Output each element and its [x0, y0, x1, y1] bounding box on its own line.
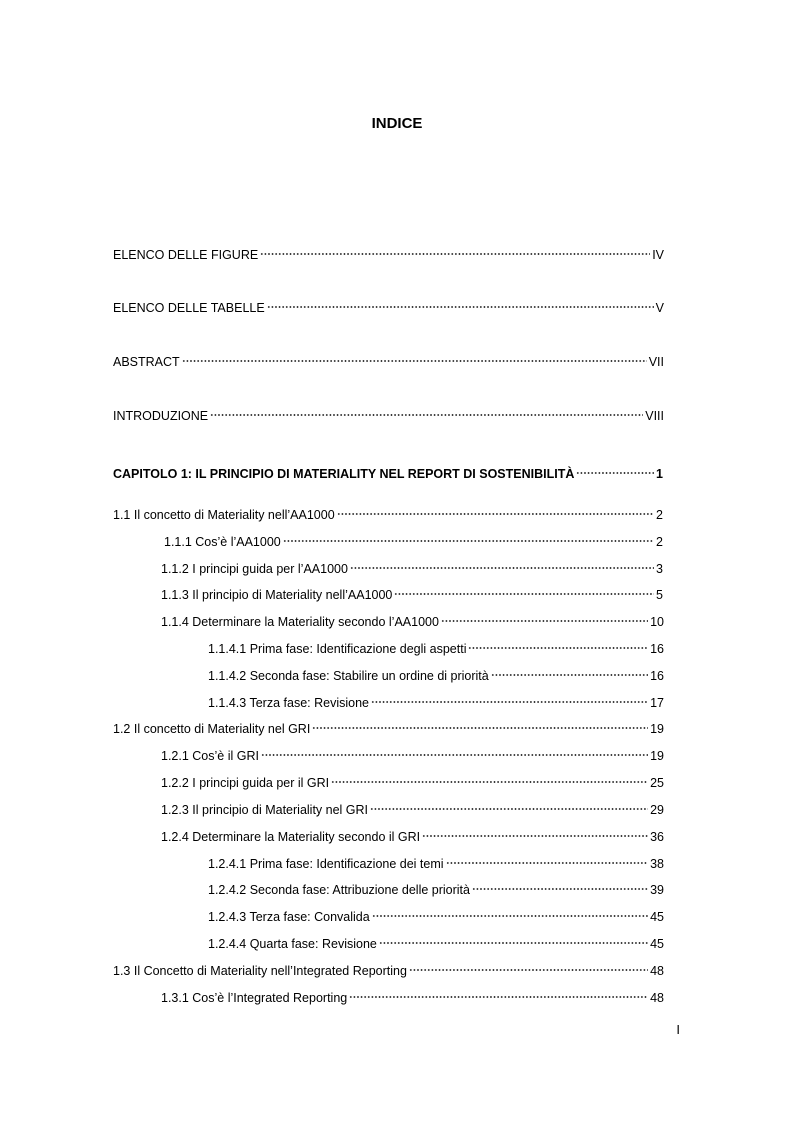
dot-leader — [409, 957, 648, 975]
toc-entry-label: 1.3.1 Cos’è l’Integrated Reporting — [161, 991, 348, 1005]
dot-leader — [261, 742, 648, 760]
toc-entry-label: 1.2.2 I principi guida per il GRI — [161, 776, 330, 790]
toc-entry-label: ELENCO DELLE FIGURE — [113, 248, 259, 262]
toc-entry-1-2-1[interactable] — [161, 742, 664, 763]
dot-leader — [210, 402, 643, 420]
toc-entry-page: VIII — [645, 409, 664, 423]
page-number: I — [676, 1022, 680, 1037]
toc-entry-page: 2 — [656, 535, 663, 549]
dot-leader — [371, 689, 648, 707]
toc-entry-label: 1.2.3 Il principio di Materiality nel GRI — [161, 803, 369, 817]
toc-entry-page: IV — [652, 248, 664, 262]
toc-entry-1-3-1[interactable] — [161, 984, 664, 1005]
toc-entry-1-1-4-2[interactable] — [208, 662, 664, 683]
toc-entry-figures[interactable] — [113, 241, 664, 262]
toc-entry-1-1[interactable] — [113, 501, 664, 522]
toc-entry-label: 1.3 Il Concetto di Materiality nell’Integrated Reporting — [113, 964, 407, 978]
toc-entry-page: 19 — [650, 749, 664, 763]
toc-entry-label: 1.2.4.1 Prima fase: Identificazione dei temi — [208, 857, 444, 871]
toc-entry-label: CAPITOLO 1: IL PRINCIPIO DI MATERIALITY NEL REPORT DI SOSTENIBILITÀ — [113, 467, 575, 481]
toc-entry-label: 1.2.4.2 Seconda fase: Attribuzione delle priorità — [208, 883, 470, 897]
toc-entry-chapter-1[interactable] — [113, 460, 664, 481]
dot-leader — [468, 635, 648, 653]
toc-entry-label: ELENCO DELLE TABELLE — [113, 301, 265, 315]
toc-entry-1-1-4-3[interactable] — [208, 689, 664, 710]
toc-entry-page: 45 — [650, 910, 664, 924]
dot-leader — [441, 608, 648, 626]
dot-leader — [422, 823, 648, 841]
dot-leader — [331, 769, 648, 787]
toc-entry-page: 29 — [650, 803, 664, 817]
toc-entry-introduction[interactable] — [113, 402, 664, 423]
toc-entry-page: VII — [648, 355, 664, 369]
toc-entry-1-2-2[interactable] — [161, 769, 664, 790]
toc-entry-page: 25 — [650, 776, 664, 790]
toc-entry-page: 5 — [656, 588, 663, 602]
dot-leader — [370, 796, 648, 814]
toc-entry-label: INTRODUZIONE — [113, 409, 209, 423]
toc-entry-label: 1.1.3 Il principio di Materiality nell’AA1000 — [161, 588, 393, 602]
toc-entry-label: 1.1.4 Determinare la Materiality secondo l’AA1000 — [161, 615, 439, 629]
toc-entry-label: 1.2 Il concetto di Materiality nel GRI — [113, 722, 311, 736]
toc-entry-page: 48 — [650, 991, 664, 1005]
toc-entry-label: 1.1.2 I principi guida per l’AA1000 — [161, 562, 348, 576]
dot-leader — [372, 903, 648, 921]
dot-leader — [472, 876, 648, 894]
toc-entry-1-2-3[interactable] — [161, 796, 664, 817]
dot-leader — [446, 850, 649, 868]
toc-entry-label: ABSTRACT — [113, 355, 180, 369]
toc-entry-page: 16 — [650, 642, 664, 656]
toc-entry-1-3[interactable] — [113, 957, 664, 978]
toc-entry-1-2-4-1[interactable] — [208, 850, 664, 871]
toc-entry-abstract[interactable] — [113, 348, 664, 369]
dot-leader — [283, 528, 654, 546]
dot-leader — [260, 241, 650, 259]
toc-entry-page: 17 — [650, 696, 664, 710]
dot-leader — [267, 294, 654, 312]
toc-entry-label: 1.1 Il concetto di Materiality nell’AA1000 — [113, 508, 335, 522]
toc-entry-1-2-4-4[interactable] — [208, 930, 664, 951]
toc-entry-1-2-4-2[interactable] — [208, 876, 664, 897]
dot-leader — [491, 662, 648, 680]
toc-entry-page: 19 — [650, 722, 664, 736]
toc-entry-page: 48 — [650, 964, 664, 978]
dot-leader — [337, 501, 654, 519]
toc-entry-page: 38 — [650, 857, 664, 871]
toc-entry-label: 1.1.4.1 Prima fase: Identificazione degli aspetti — [208, 642, 467, 656]
toc-entry-label: 1.2.4 Determinare la Materiality secondo il GRI — [161, 830, 421, 844]
dot-leader — [350, 555, 654, 573]
toc-entry-1-2-4[interactable] — [161, 823, 664, 844]
toc-entry-page: 36 — [650, 830, 664, 844]
page-title: INDICE — [371, 115, 423, 132]
toc-entry-page: 45 — [650, 937, 664, 951]
dot-leader — [379, 930, 648, 948]
toc-entry-page: 3 — [656, 562, 663, 576]
toc-entry-1-2-4-3[interactable] — [208, 903, 664, 924]
toc-entry-1-2[interactable] — [113, 715, 664, 736]
toc-entry-1-1-4-1[interactable] — [208, 635, 664, 656]
toc-entry-label: 1.1.4.2 Seconda fase: Stabilire un ordine di priorità — [208, 669, 489, 683]
toc-entry-1-1-4[interactable] — [161, 608, 664, 629]
dot-leader — [312, 715, 648, 733]
toc-entry-page: 39 — [650, 883, 664, 897]
dot-leader — [349, 984, 648, 1002]
toc-entry-page: 1 — [656, 467, 663, 481]
toc-entry-label: 1.1.1 Cos’è l’AA1000 — [164, 535, 281, 549]
toc-entry-label: 1.2.4.4 Quarta fase: Revisione — [208, 937, 377, 951]
toc-entry-label: 1.2.4.3 Terza fase: Convalida — [208, 910, 370, 924]
toc-entry-page: 16 — [650, 669, 664, 683]
toc-entry-1-1-2[interactable] — [161, 555, 664, 576]
toc-entry-page: V — [655, 301, 664, 315]
toc-entry-label: 1.1.4.3 Terza fase: Revisione — [208, 696, 369, 710]
toc-entry-tables[interactable] — [113, 294, 664, 315]
toc-entry-1-1-3[interactable] — [161, 581, 664, 602]
dot-leader — [394, 581, 654, 599]
toc-entry-label: 1.2.1 Cos’è il GRI — [161, 749, 259, 763]
dot-leader — [576, 460, 654, 478]
dot-leader — [182, 348, 647, 366]
toc-entry-page: 10 — [650, 615, 664, 629]
toc-entry-page: 2 — [656, 508, 663, 522]
toc-entry-1-1-1[interactable] — [164, 528, 664, 549]
